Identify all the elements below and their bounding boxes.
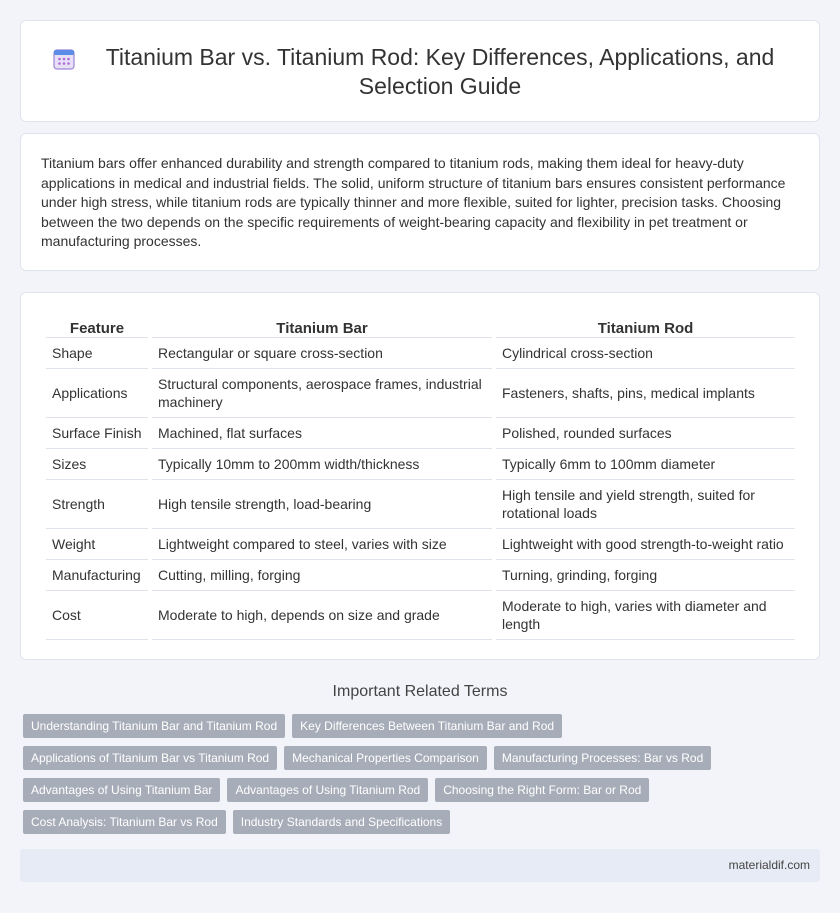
table-cell-bar: Cutting, milling, forging [152, 560, 492, 591]
comparison-table-card [20, 292, 820, 660]
related-term-tag[interactable]: Understanding Titanium Bar and Titanium Rod [23, 714, 285, 738]
related-term-tag[interactable]: Key Differences Between Titanium Bar and Rod [292, 714, 562, 738]
table-cell-bar: Typically 10mm to 200mm width/thickness [152, 449, 492, 480]
table-row [46, 560, 795, 591]
table-row [46, 338, 795, 369]
intro-card [20, 133, 820, 271]
header-titanium-rod: Titanium Rod [496, 315, 795, 338]
header-feature: Feature [46, 315, 148, 338]
table-row [46, 449, 795, 480]
table-cell-feature: Surface Finish [46, 418, 148, 449]
table-row [46, 418, 795, 449]
related-term-tag[interactable]: Applications of Titanium Bar vs Titanium Rod [23, 746, 277, 770]
table-row [46, 529, 795, 560]
table-cell-feature: Weight [46, 529, 148, 560]
related-term-tag[interactable]: Mechanical Properties Comparison [284, 746, 487, 770]
page-title: Titanium Bar vs. Titanium Rod: Key Differences, Applications, and Selection Guide [105, 44, 775, 99]
table-cell-feature: Applications [46, 369, 148, 418]
intro-paragraph: Titanium bars offer enhanced durability and strength compared to titanium rods, making them ideal for heavy-duty applications in medical and industrial fields. The solid, uniform structure of titanium bars ensures consistent performance under high stress, while titanium rods are typically thinner and more flexible, suited for lighter, precision tasks. Choosing between the two depends on the specific requirements of weight-bearing capacity and flexibility in pet treatment or manufacturing processes. [41, 155, 786, 249]
table-cell-rod: Cylindrical cross-section [496, 338, 795, 369]
related-term-tag[interactable]: Advantages of Using Titanium Rod [227, 778, 428, 802]
table-cell-bar: Moderate to high, depends on size and grade [152, 591, 492, 640]
table-cell-bar: Lightweight compared to steel, varies with size [152, 529, 492, 560]
header-titanium-bar: Titanium Bar [152, 315, 492, 338]
related-term-tag[interactable]: Choosing the Right Form: Bar or Rod [435, 778, 649, 802]
table-cell-rod: Fasteners, shafts, pins, medical implants [496, 369, 795, 418]
table-row [46, 480, 795, 529]
related-terms-title: Important Related Terms [332, 683, 508, 700]
table-header-row [46, 315, 795, 338]
related-term-tag[interactable]: Manufacturing Processes: Bar vs Rod [494, 746, 711, 770]
table-cell-feature: Shape [46, 338, 148, 369]
table-cell-feature: Cost [46, 591, 148, 640]
table-cell-feature: Manufacturing [46, 560, 148, 591]
table-row [46, 591, 795, 640]
footer-site-link[interactable]: materialdif.com [728, 858, 810, 872]
table-cell-bar: Rectangular or square cross-section [152, 338, 492, 369]
table-cell-rod: Moderate to high, varies with diameter and length [496, 591, 795, 640]
related-term-tag[interactable]: Cost Analysis: Titanium Bar vs Rod [23, 810, 226, 834]
related-term-tag[interactable]: Advantages of Using Titanium Bar [23, 778, 220, 802]
table-cell-bar: Structural components, aerospace frames, industrial machinery [152, 369, 492, 418]
table-cell-rod: Turning, grinding, forging [496, 560, 795, 591]
table-cell-rod: Typically 6mm to 100mm diameter [496, 449, 795, 480]
table-cell-feature: Strength [46, 480, 148, 529]
table-cell-feature: Sizes [46, 449, 148, 480]
header-card [20, 20, 820, 122]
table-cell-rod: Lightweight with good strength-to-weight ratio [496, 529, 795, 560]
footer [20, 849, 820, 882]
related-term-tag[interactable]: Industry Standards and Specifications [233, 810, 450, 834]
table-cell-bar: High tensile strength, load-bearing [152, 480, 492, 529]
table-cell-bar: Machined, flat surfaces [152, 418, 492, 449]
table-row [46, 369, 795, 418]
related-terms-list [23, 714, 813, 834]
table-cell-rod: Polished, rounded surfaces [496, 418, 795, 449]
table-cell-rod: High tensile and yield strength, suited for rotational loads [496, 480, 795, 529]
comparison-table [42, 315, 799, 640]
